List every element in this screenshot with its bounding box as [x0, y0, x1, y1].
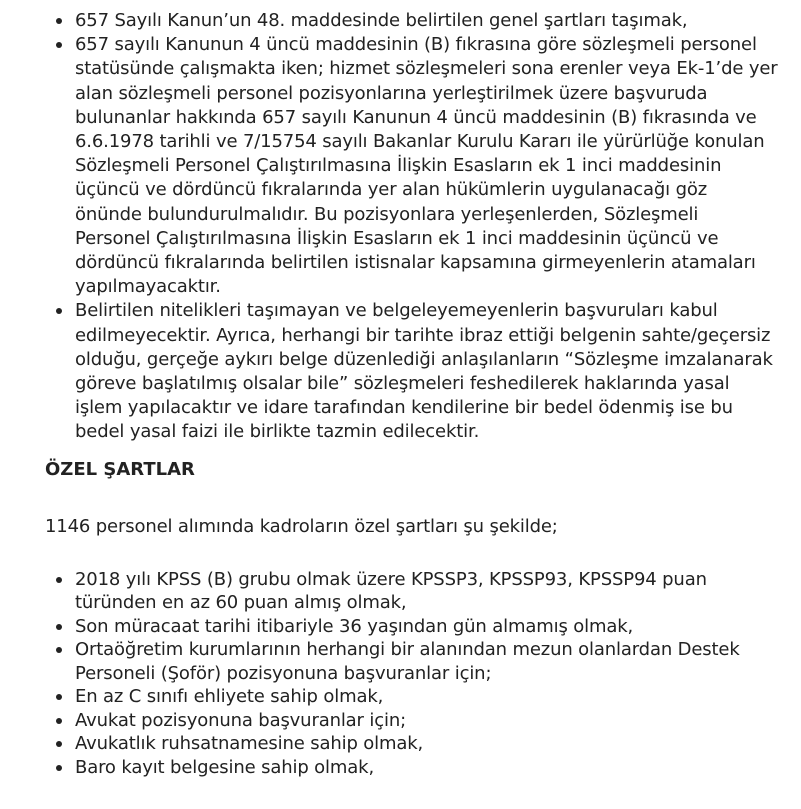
list-item: 657 Sayılı Kanun’un 48. maddesinde belirtilen genel şartları taşımak,	[75, 9, 801, 33]
list-item: 2018 yılı KPSS (B) grubu olmak üzere KPSSP3, KPSSP93, KPSSP94 puan türünden en az 60 puan almış olmak,	[75, 568, 801, 615]
general-conditions-list	[0, 9, 801, 445]
list-item: Ortaöğretim kurumlarının herhangi bir alanından mezun olanlardan Destek Personeli (Şoför) pozisyonuna başvuranlar için;	[75, 638, 801, 685]
intro-paragraph: 1146 personel alımında kadroların özel şartları şu şekilde;	[45, 515, 558, 537]
list-item: En az C sınıfı ehliyete sahip olmak,	[75, 685, 801, 709]
list-item: 657 sayılı Kanunun 4 üncü maddesinin (B) fıkrasına göre sözleşmeli personel statüsünde çalışmakta iken; hizmet sözleşmeleri sona erenler veya Ek-1’de yer alan sözleşmeli personel pozisyonlarına yerleştirilmek üzere başvuruda bulunanlar hakkında 657 sayılı Kanunun 4 üncü maddesinin (B) fıkrasında ve 6.6.1978 tarihli ve 7/15754 sayılı Bakanlar Kurulu Kararı ile yürürlüğe konulan Sözleşmeli Personel Çalıştırılmasına İlişkin Esasların ek 1 inci maddesinin üçüncü ve dördüncü fıkralarında yer alan hükümlerin uygulanacağı göz önünde bulundurulmalıdır. Bu pozisyonlara yerleşenlerden, Sözleşmeli Personel Çalıştırılmasına İlişkin Esasların ek 1 inci maddesinin üçüncü ve dördüncü fıkralarında belirtilen istisnalar kapsamına girmeyenlerin atamaları yapılmayacaktır.	[75, 33, 801, 299]
list-item: Belirtilen nitelikleri taşımayan ve belgeleyemeyenlerin başvuruları kabul edilmeyecektir. Ayrıca, herhangi bir tarihte ibraz ettiği belgenin sahte/geçersiz olduğu, gerçeğe aykırı belge düzenlediği anlaşılanların “Sözleşme imzalanarak göreve başlatılmış olsalar bile” sözleşmeleri feshedilerek haklarında yasal işlem yapılacaktır ve idare tarafından kendilerine bir bedel ödenmiş ise bu bedel yasal faizi ile birlikte tazmin edilecektir.	[75, 299, 801, 444]
list-item: Baro kayıt belgesine sahip olmak,	[75, 756, 801, 780]
section-heading: ÖZEL ŞARTLAR	[45, 458, 195, 480]
special-conditions-list	[0, 568, 801, 780]
list-item: Son müracaat tarihi itibariyle 36 yaşından gün almamış olmak,	[75, 615, 801, 639]
list-item: Avukat pozisyonuna başvuranlar için;	[75, 709, 801, 733]
article-content	[0, 9, 801, 779]
list-item: Avukatlık ruhsatnamesine sahip olmak,	[75, 732, 801, 756]
